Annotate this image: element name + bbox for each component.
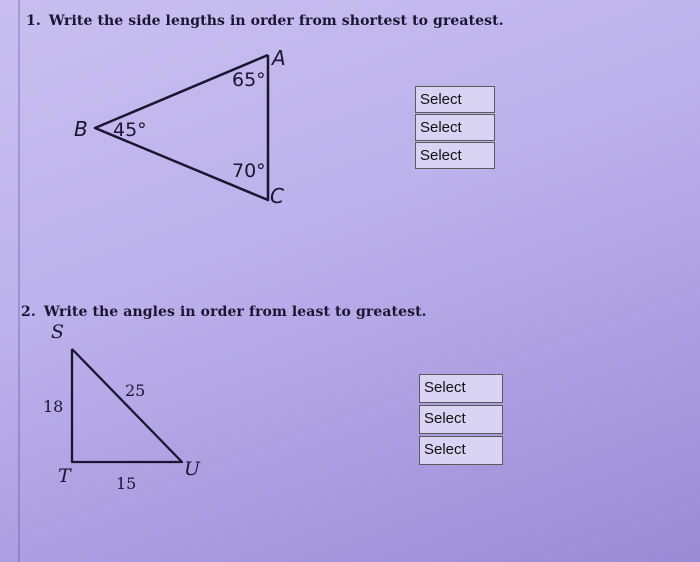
side-tu-label: 15 xyxy=(116,474,137,493)
q1-select-1[interactable]: Select xyxy=(415,86,495,113)
triangle-stu-outline xyxy=(72,349,182,462)
question-1-number: 1. xyxy=(26,13,41,29)
vertex-a-label: A xyxy=(272,46,286,70)
angle-b-label: 45° xyxy=(113,119,147,141)
vertex-s-label: S xyxy=(51,321,65,343)
angle-c-label: 70° xyxy=(232,160,266,182)
question-2-number: 2. xyxy=(21,304,36,320)
q2-select-2[interactable]: Select xyxy=(419,405,503,434)
vertex-c-label: C xyxy=(270,184,284,208)
vertex-b-label: B xyxy=(74,117,88,141)
q2-select-3[interactable]: Select xyxy=(419,436,503,465)
vertex-u-label: U xyxy=(184,458,201,480)
q1-select-3[interactable]: Select xyxy=(415,142,495,169)
q2-select-1[interactable]: Select xyxy=(419,374,503,403)
angle-a-label: 65° xyxy=(232,69,266,91)
side-st-label: 18 xyxy=(43,397,64,416)
q1-select-2[interactable]: Select xyxy=(415,114,495,141)
triangle-stu xyxy=(0,300,700,562)
question-2-prompt: Write the angles in order from least to greatest. xyxy=(43,304,427,320)
side-su-label: 25 xyxy=(125,381,146,400)
question-1-prompt: Write the side lengths in order from shortest to greatest. xyxy=(48,13,504,29)
vertex-t-label: T xyxy=(58,465,71,487)
triangle-stu-figure xyxy=(0,300,700,562)
